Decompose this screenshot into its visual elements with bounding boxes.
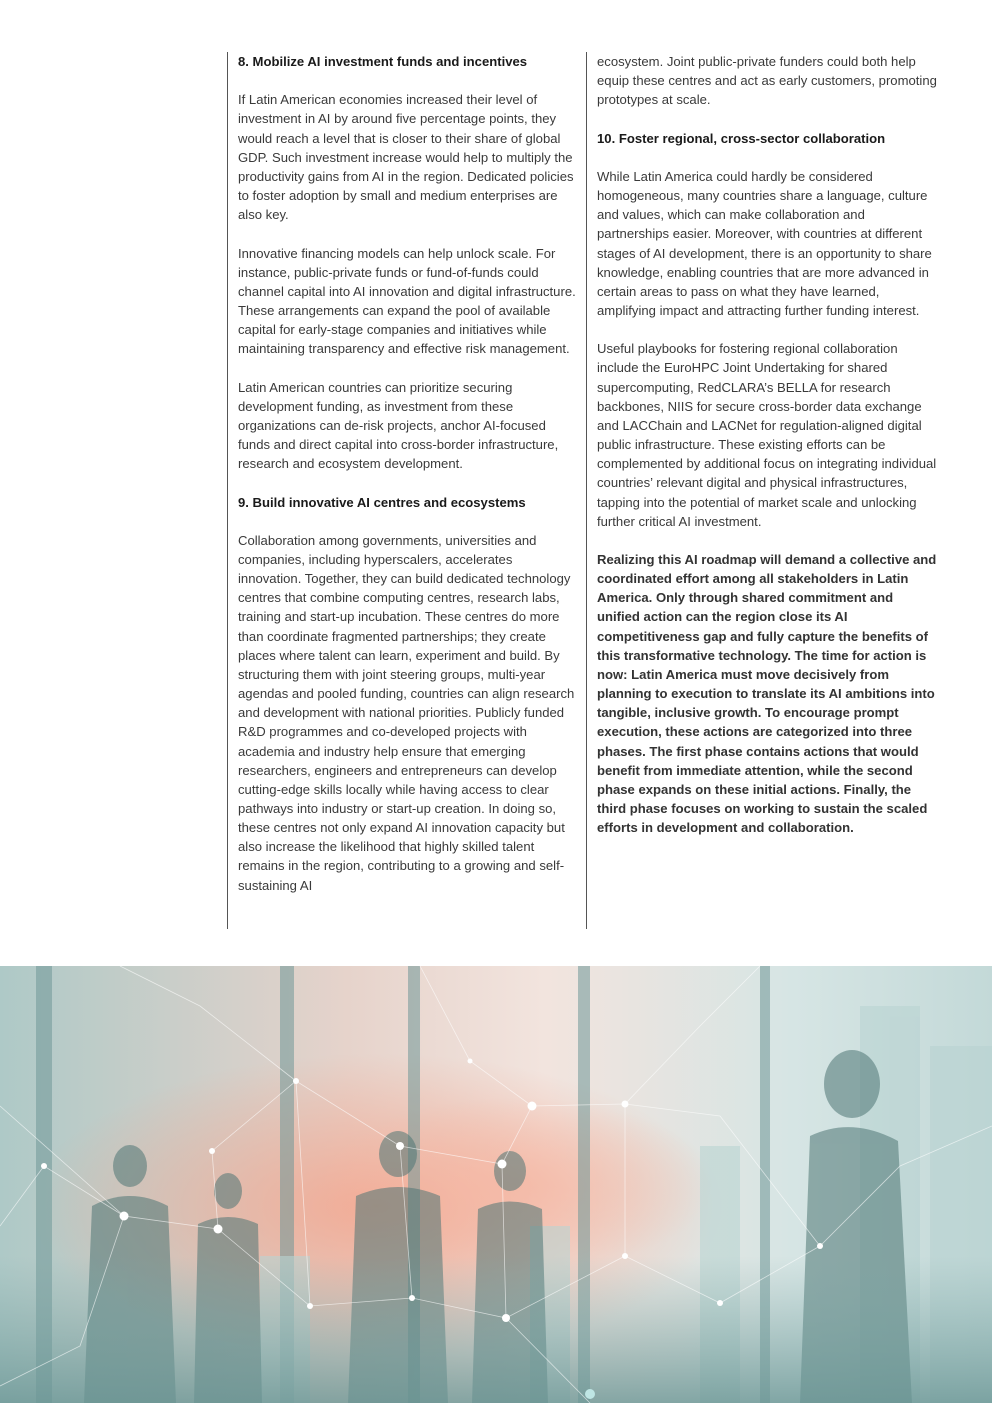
section-10-heading: 10. Foster regional, cross-sector collaboration <box>597 130 886 146</box>
section-8-paragraph-2: Innovative financing models can help unlock scale. For instance, public-private funds or fund-of-funds could channel capital into AI innovation and digital infrastructure. These arrangements can expand the pool of available capital for early-stage companies and initiatives while maintaining transparency and effective risk management. <box>238 245 576 357</box>
section-8-paragraph-3: Latin American countries can prioritize securing development funding, as investment from these organizations can de-risk projects, anchor AI-focused funds and direct capital into cross-border infrastructure, research and ecosystem development. <box>238 379 559 472</box>
section-9-heading: 9. Build innovative AI centres and ecosystems <box>238 494 526 510</box>
conclusion-paragraph: Realizing this AI roadmap will demand a collective and coordinated effort among all stakeholders in Latin America. Only through shared commitment and unified action can the region close its AI competitiveness gap and fully capture the benefits of this transformative technology. The time for action is now: Latin America must move decisively from planning to execution to translate its AI ambitions into tangible, inclusive growth. To encourage prompt execution, these actions are categorized into three phases. The first phase contains actions that would benefit from immediate attention, while the second phase expands on these initial actions. Finally, the third phase focuses on working to sustain the scaled efforts in development and collaboration. <box>597 552 937 836</box>
left-column <box>227 52 579 929</box>
section-8-heading: 8. Mobilize AI investment funds and incentives <box>238 54 528 69</box>
section-9-continuation: ecosystem. Joint public-private funders could both help equip these centres and act as early customers, promoting prototypes at scale. <box>597 54 937 108</box>
hero-image-business-people-network <box>0 966 992 1403</box>
section-9-paragraph-1: Collaboration among governments, universities and companies, including hyperscalers, accelerates innovation. Together, they can build dedicated technology centres that combine computing centres, research labs, training and start-up incubation. These centres do more than coordinate fragmented partnerships; they create places where talent can learn, experiment and build. By structuring them with joint steering groups, multi-year agendas and pooled funding, countries can align research and development with national priorities. Publicly funded R&D programmes and co-developed projects with academia and industry help ensure that emerging researchers, engineers and entrepreneurs can develop cutting-edge skills locally while having access to clear pathways into industry or start-up creation. In doing so, these centres not only expand AI innovation capacity but also increase the likelihood that highly skilled talent remains in the region, contributing to a growing and self-sustaining AI <box>238 532 575 893</box>
section-8-paragraph-1: If Latin American economies increased their level of investment in AI by around five percentage points, they would reach a level that is closer to their share of global GDP. Such investment increase would help to multiply the productivity gains from AI in the region. Dedicated policies to foster adoption by small and medium enterprises are also key. <box>238 92 574 223</box>
section-10-paragraph-2: Useful playbooks for fostering regional collaboration include the EuroHPC Joint Undertaking for shared supercomputing, RedCLARA’s BELLA for research backbones, NIIS for secure cross-border data exchange and LACChain and LACNet for regulation-aligned digital public infrastructure. These existing efforts can be complemented by additional focus on integrating individual countries’ relevant digital and physical infrastructures, tapping into the potential of market scale and unlocking further critical AI investment. <box>597 341 937 529</box>
right-column <box>586 52 938 929</box>
section-10-paragraph-1: While Latin America could hardly be considered homogeneous, many countries share a language, culture and values, which can make collaboration and partnerships easier. Moreover, with countries at different stages of AI development, there is an opportunity to share knowledge, enabling countries that are more advanced in certain areas to pass on what they have learned, amplifying impact and attracting further funding interest. <box>597 168 932 318</box>
